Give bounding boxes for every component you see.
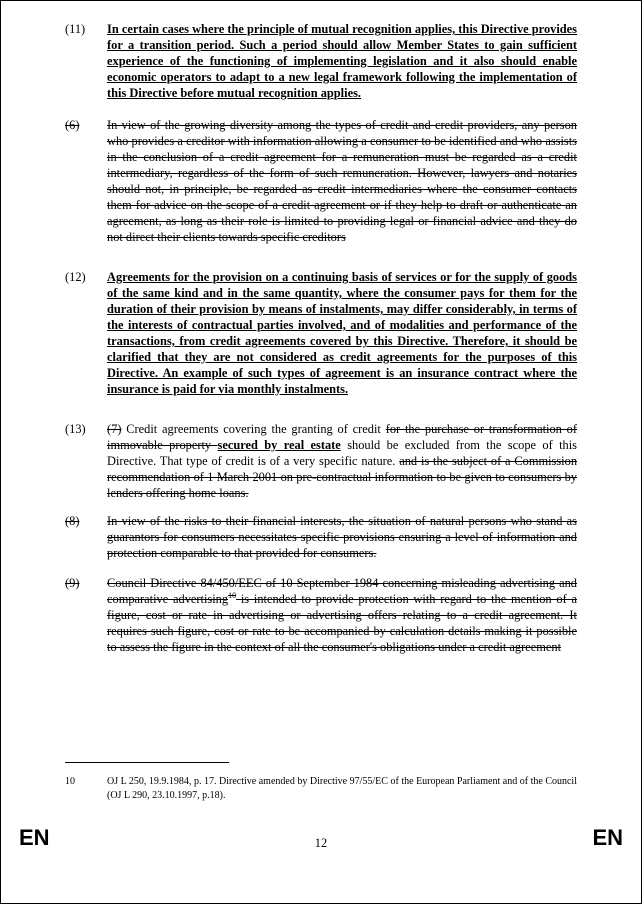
retained-text: should be excluded from the scope of this Directive. That type of credit is of a very specific nature. (107, 438, 578, 468)
recital-text (107, 421, 577, 501)
recital-text (107, 513, 577, 561)
inserted-text: Agreements for the provision on a continuing basis of services or for the supply of goods of the same kind and in the same quantity, where the consumer pays for them for the duration of their provision by means of instalments, may differ considerably, in terms of the interests of contractual parties involved, and of modalities and performance of the transactions, from credit agreements covered by this Directive. Therefore, it should be clarified that they are not considered as credit agreements for the purposes of this Directive. An example of such types of agreement is an insurance contract where the insurance is paid for via monthly instalments. (107, 270, 577, 396)
recital-number: (6) (65, 118, 80, 132)
deleted-old-number: (7) (107, 422, 122, 436)
inserted-text: In certain cases where the principle of mutual recognition applies, this Directive provides for a transition period. Such a period should allow Member States to gain sufficient experience of the functioning of implementing legislation and it also should enable economic operators to adapt to a new legal framework following the implementation of this Directive before mutual recognition applies. (107, 22, 577, 100)
inserted-text: secured by real estate (217, 438, 341, 452)
recital-number: (12) (65, 270, 86, 284)
language-code-right: EN (592, 825, 623, 850)
recital-number: (8) (65, 514, 80, 528)
language-code-left: EN (19, 825, 50, 850)
recital-text (107, 21, 577, 101)
footnote-separator (65, 762, 229, 763)
deleted-text: is intended to provide protection with regard to the mention of a figure, cost or rate in advertising or advertising offers relating to a credit agreement. It requires such figure, cost or rate to be accompanied by calculation details making it possible to assess the figure in the context of all the consumer's obligations under a credit agreement (107, 592, 577, 654)
recital-number: (9) (65, 576, 80, 590)
deleted-text: Council Directive 84/450/EEC of 10 September 1984 concerning misleading advertising and comparative advertising (107, 576, 577, 606)
recital-number: (11) (65, 22, 86, 36)
recital-text (107, 575, 577, 655)
page-number: 12 (314, 836, 328, 850)
deleted-text: In view of the growing diversity among the types of credit and credit providers, any person who provides a creditor with information allowing a consumer to be identified and who assists in the conclusion of a credit agreement for a remuneration must be regarded as a credit intermediary, regardless of the form of such remuneration. However, lawyers and notaries should not, in principle, be regarded as credit intermediaries where the consumer contacts them for advice on the scope of a credit agreement or if they help to draft or authenticate an agreement, as long as their role is limited to providing legal or financial advice and they do not direct their clients towards specific creditors (107, 118, 577, 244)
deleted-text: and is the subject of a Commission recommendation of 1 March 2001 on pre-contractual information to be given to consumers by lenders offering home loans. (107, 454, 578, 500)
deleted-text: for the purchase or transformation of immovable property (107, 422, 577, 452)
footnote-number: 10 (65, 776, 75, 787)
recital-text (107, 269, 577, 397)
footnote-text: OJ L 250, 19.9.1984, p. 17. Directive amended by Directive 97/55/EC of the European Parliament and of the Council (OJ L 290, 23.10.1997, p.18). (107, 776, 577, 801)
footnote-reference[interactable]: 10 (228, 590, 237, 600)
retained-text: Credit agreements covering the granting of credit (121, 422, 386, 436)
deleted-text: In view of the risks to their financial interests, the situation of natural persons who stand as guarantors for consumers necessitates specific provisions ensuring a level of information and protection comparable to that provided for consumers. (107, 514, 577, 560)
recital-text (107, 117, 577, 245)
recital-number: (13) (65, 422, 86, 436)
